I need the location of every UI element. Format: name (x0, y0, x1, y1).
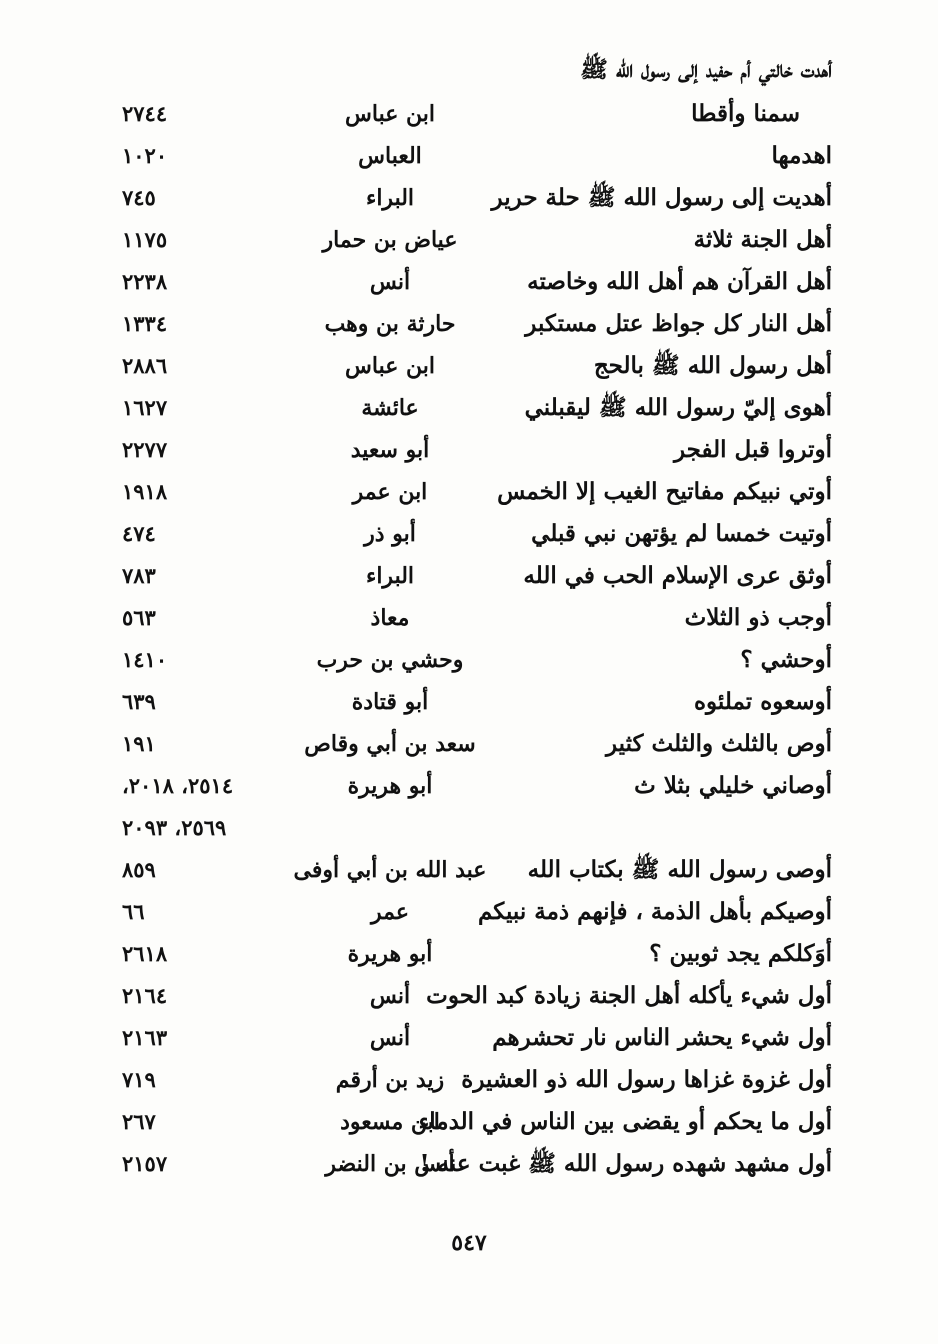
index-entry (100, 50, 840, 90)
narrator-name: عياض بن حمار (322, 227, 458, 253)
hadith-number: ١٣٣٤ (122, 311, 168, 336)
hadith-text: أوثق عرى الإسلام الحب في الله (523, 562, 832, 589)
hadith-number: ٢٨٨٦ (122, 353, 168, 378)
hadith-text: أهل الجنة ثلاثة (693, 226, 832, 253)
hadith-number: ٢٥١٤، ٢٠١٨، (122, 773, 234, 798)
index-entry (100, 1102, 840, 1142)
index-entry (100, 934, 840, 974)
hadith-number: ٢١٦٤ (122, 983, 168, 1008)
narrator-name: أنس (369, 1025, 411, 1051)
hadith-number: ١٩١٨ (122, 479, 168, 504)
hadith-number: ٢٢٣٨ (122, 269, 168, 294)
hadith-text: أوتي نبيكم مفاتيح الغيب إلا الخمس (497, 478, 832, 505)
index-entry (100, 892, 840, 932)
hadith-text: أهوى إليّ رسول الله ﷺ ليقبلني (524, 394, 832, 421)
hadith-number: ٨٥٩ (122, 857, 156, 882)
hadith-text: أوجب ذو الثلاث (684, 604, 832, 631)
index-entry (100, 766, 840, 806)
hadith-number: ٤٧٤ (122, 521, 156, 546)
hadith-text: أوَكلكم يجد ثوبين ؟ (649, 940, 832, 967)
narrator-name: معاذ (370, 605, 410, 631)
index-entry (100, 976, 840, 1016)
hadith-number: ٦٦ (122, 899, 145, 924)
narrator-name: عائشة (361, 395, 419, 421)
narrator-name: أبو هريرة (347, 941, 433, 967)
index-entry (100, 472, 840, 512)
hadith-number: ٢٦١٨ (122, 941, 168, 966)
index-entry (100, 304, 840, 344)
hadith-text: سمنا وأقطا (691, 100, 800, 127)
index-entry (100, 598, 840, 638)
narrator-name: وحشي بن حرب (316, 647, 464, 673)
narrator-name: أنس (369, 983, 411, 1009)
index-entry (100, 1144, 840, 1184)
hadith-text: أوتيت خمسا لم يؤتهن نبي قبلي (531, 520, 832, 547)
narrator-name: البراء (365, 563, 415, 589)
narrator-name: أبو ذر (364, 521, 416, 547)
narrator-name: عمر (371, 899, 409, 925)
hadith-text: أهدت خالتي أم حفيد إلى رسول الله ﷺ (580, 56, 832, 83)
narrator-name: ابن مسعود (340, 1109, 440, 1135)
narrator-name: أبو هريرة (347, 773, 433, 799)
index-entry (100, 850, 840, 890)
narrator-name: ابن عباس (345, 101, 435, 127)
narrator-name: العباس (358, 143, 422, 169)
index-entry (100, 346, 840, 386)
hadith-text: أول مشهد شهده رسول الله ﷺ غبت عنه ! (419, 1150, 832, 1177)
hadith-text: أهل القرآن هم أهل الله وخاصته (527, 268, 832, 295)
index-entry (100, 220, 840, 260)
hadith-text: أوصاني خليلي بثلا ث (634, 772, 832, 799)
narrator-name: عبد الله بن أبي أوفى (293, 857, 487, 883)
hadith-number: ٢٢٧٧ (122, 437, 168, 462)
index-entry (100, 556, 840, 596)
hadith-text: أهديت إلى رسول الله ﷺ حلة حرير (491, 184, 832, 211)
index-entry (100, 94, 840, 134)
hadith-text: أوصى رسول الله ﷺ بكتاب الله (527, 856, 832, 883)
hadith-number: ١١٧٥ (122, 227, 168, 252)
hadith-number: ٧١٩ (122, 1067, 156, 1092)
index-entry (100, 640, 840, 680)
hadith-number: ٢١٥٧ (122, 1151, 168, 1176)
hadith-text: أول شيء يحشر الناس نار تحشرهم (492, 1024, 832, 1051)
narrator-name: أبو سعيد (350, 437, 430, 463)
hadith-number: ٢٦٧ (122, 1109, 156, 1134)
hadith-text: أوتروا قبل الفجر (673, 436, 832, 463)
hadith-number: ٢١٦٣ (122, 1025, 168, 1050)
index-entry (100, 724, 840, 764)
index-entry (100, 1018, 840, 1058)
narrator-name: ابن عباس (345, 353, 435, 379)
narrator-name: أنس بن النضر (325, 1151, 455, 1177)
hadith-number: ١٩١ (122, 731, 156, 756)
narrator-name: أنس (369, 269, 411, 295)
index-entry (100, 178, 840, 218)
hadith-text: أوصيكم بأهل الذمة ، فإنهم ذمة نبيكم (477, 898, 832, 925)
narrator-name: البراء (365, 185, 415, 211)
index-entry (100, 430, 840, 470)
index-entry (100, 388, 840, 428)
hadith-text: أهل النار كل جواظ عتل مستكبر (525, 310, 832, 337)
hadith-text: أول ما يحكم أو يقضى بين الناس في الدماء (418, 1108, 832, 1135)
hadith-number: ١٤١٠ (122, 647, 168, 672)
index-entry (100, 136, 840, 176)
hadith-number: ١٠٢٠ (122, 143, 168, 168)
hadith-text: أوص بالثلث والثلث كثير (605, 730, 832, 757)
narrator-name: سعد بن أبي وقاص (304, 731, 476, 757)
hadith-text: أوسعوه تملئوه (694, 688, 832, 715)
hadith-number: ١٦٢٧ (122, 395, 168, 420)
hadith-text: اهدمها (771, 142, 832, 169)
hadith-number: ٢٧٤٤ (122, 101, 168, 126)
index-entry (100, 514, 840, 554)
narrator-name: حارثة بن وهب (324, 311, 456, 337)
hadith-number: ٢٥٦٩، ٢٠٩٣ (122, 815, 227, 840)
hadith-text: أول غزوة غزاها رسول الله ذو العشيرة (461, 1066, 832, 1093)
index-entry-continuation (100, 808, 840, 848)
hadith-number: ٥٦٣ (122, 605, 156, 630)
narrator-name: زيد بن أرقم (335, 1067, 445, 1093)
hadith-number: ٦٣٩ (122, 689, 156, 714)
index-entry (100, 682, 840, 722)
hadith-text: أوحشي ؟ (740, 646, 832, 673)
hadith-text: أول شيء يأكله أهل الجنة زيادة كبد الحوت (426, 982, 832, 1009)
index-entry (100, 1060, 840, 1100)
hadith-number: ٧٤٥ (122, 185, 156, 210)
hadith-text: أهل رسول الله ﷺ بالحج (593, 352, 832, 379)
hadith-number: ٧٨٣ (122, 563, 156, 588)
narrator-name: ابن عمر (352, 479, 428, 505)
page-number: ٥٤٧ (451, 1230, 487, 1256)
narrator-name: أبو قتادة (351, 689, 429, 715)
index-entry (100, 262, 840, 302)
